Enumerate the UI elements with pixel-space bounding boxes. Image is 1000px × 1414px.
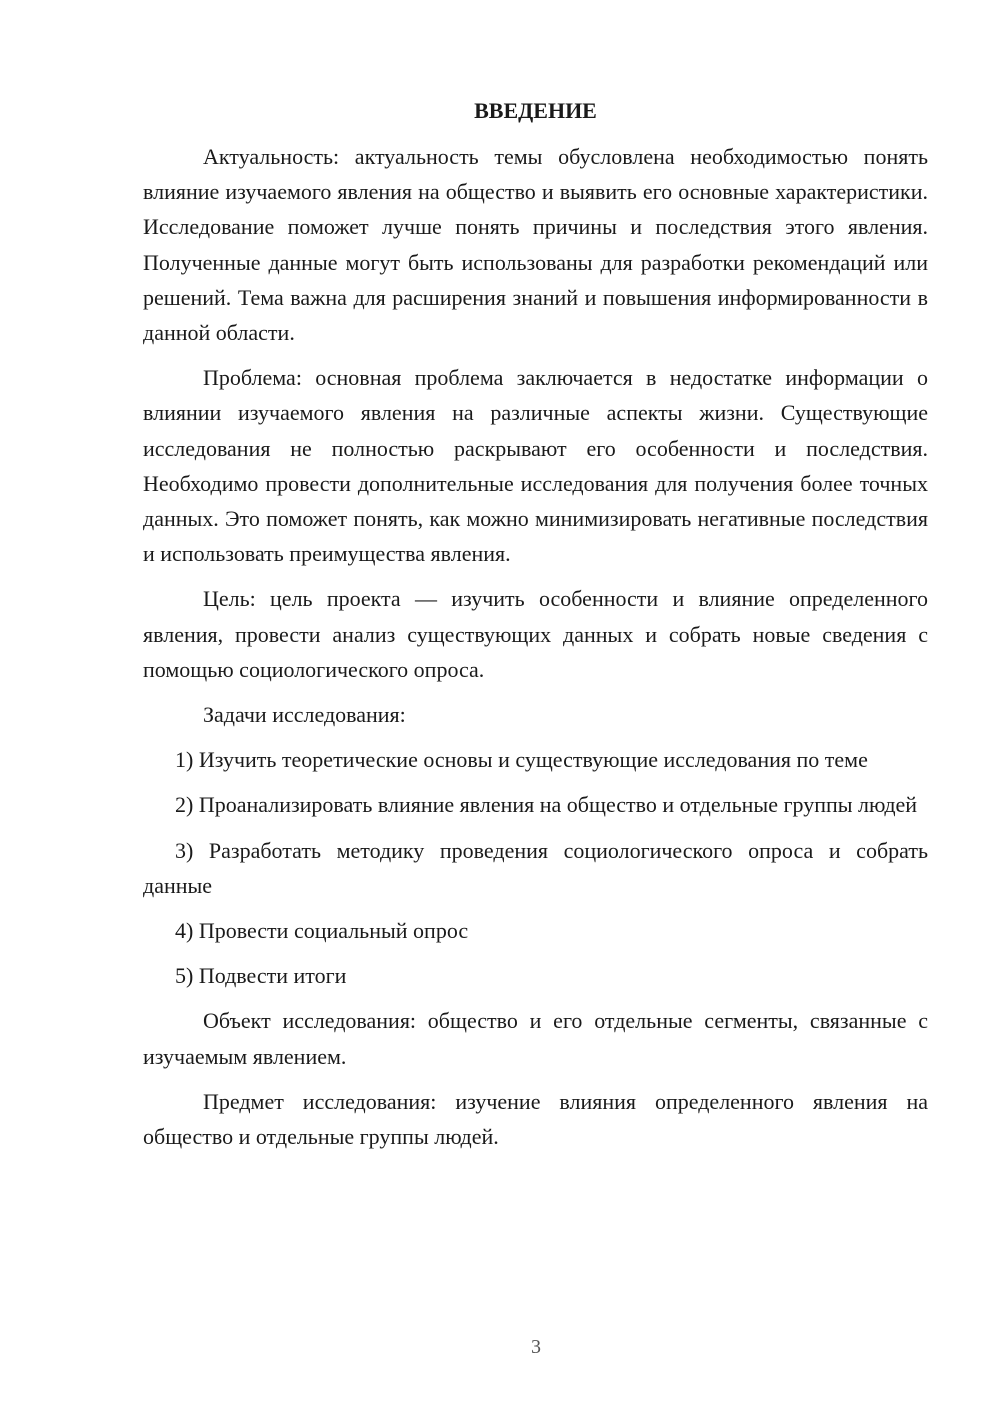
document-body [143, 95, 928, 1164]
page-number: 3 [531, 1336, 541, 1358]
relevance-paragraph: Актуальность: актуальность темы обусловлена необходимостью понять влияние изучаемого явления на общество и выявить его основные характеристики. Исследование поможет лучше понять причины и последствия этого явления. Полученные данные могут быть использованы для разработки рекомендаций или решений. Тема важна для расширения знаний и повышения информированности в данной области. [143, 144, 928, 346]
task-item-5: 5) Подвести итоги [175, 963, 347, 989]
task-item-3: 3) Разработать методику проведения социологического опроса и собрать данные [143, 837, 928, 898]
goal-paragraph: Цель: цель проекта — изучить особенности и влияние определенного явления, провести анализ существующих данных и собрать новые сведения с помощью социологического опроса. [143, 586, 928, 682]
problem-paragraph: Проблема: основная проблема заключается в недостатке информации о влиянии изучаемого явления на различные аспекты жизни. Существующие исследования не полностью раскрывают его особенности и последствия. Необходимо провести дополнительные исследования для получения более точных данных. Это поможет понять, как можно минимизировать негативные последствия и использовать преимущества явления. [143, 365, 928, 567]
section-heading: ВВЕДЕНИЕ [474, 98, 597, 123]
object-paragraph: Объект исследования: общество и его отдельные сегменты, связанные с изучаемым явлением. [143, 1008, 928, 1069]
subject-paragraph: Предмет исследования: изучение влияния определенного явления на общество и отдельные группы людей. [143, 1088, 928, 1150]
task-item-2: 2) Проанализировать влияние явления на общество и отдельные группы людей [175, 792, 918, 818]
tasks-title: Задачи исследования: [203, 702, 406, 728]
task-item-4: 4) Провести социальный опрос [175, 918, 469, 944]
task-item-1: 1) Изучить теоретические основы и существующие исследования по теме [175, 747, 868, 773]
